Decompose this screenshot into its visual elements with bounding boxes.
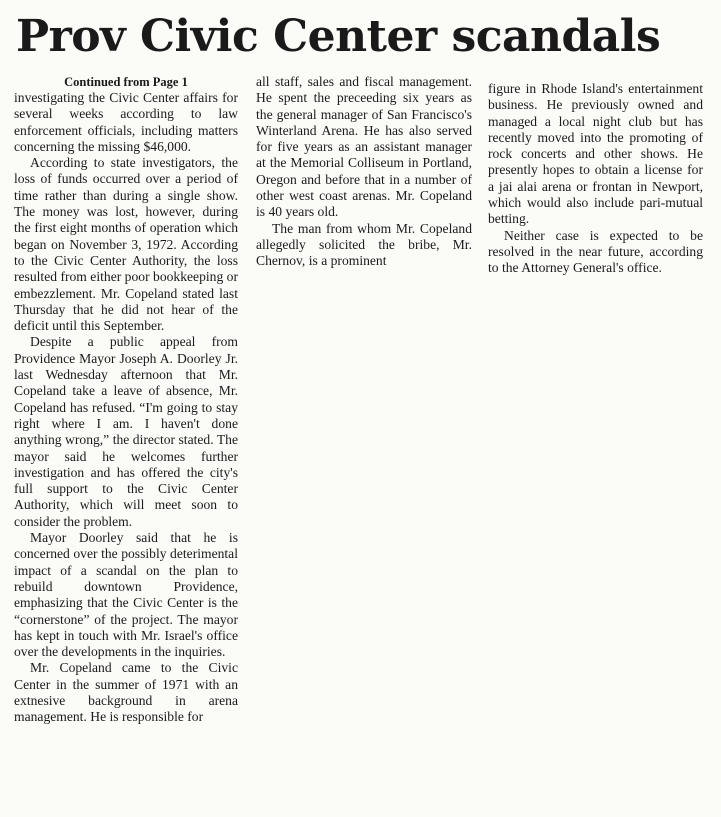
paragraph: The man from whom Mr. Copeland allegedly solicited the bribe, Mr. Chernov, is a prominent	[256, 220, 472, 269]
article-column-1	[14, 74, 238, 726]
paragraph: Neither case is expected to be resolved in the near future, according to the Attorney General's office.	[488, 227, 703, 276]
article-column-2	[256, 74, 472, 270]
paragraph: According to state investigators, the loss of funds occurred over a period of time rather than during a single show. The money was lost, however, during the first eight months of operation which began on November 3, 1972. According to the Civic Center Authority, the loss resulted from either poor bookkeeping or embezzlement. Mr. Copeland stated last Thursday that he did not hear of the deficit until this September.	[14, 155, 238, 334]
paragraph: Mr. Copeland came to the Civic Center in the summer of 1971 with an extnesive background in arena management. He is responsible for	[14, 660, 238, 725]
article-column-3	[488, 81, 703, 277]
headline: Prov Civic Center scandals	[16, 11, 661, 62]
paragraph: Mayor Doorley said that he is concerned over the possibly deterimental impact of a scandal on the plan to rebuild downtown Providence, emphasizing that the Civic Center is the “cornerstone” of the project. The mayor has kept in touch with Mr. Israel's office over the developments in the inquiries.	[14, 530, 238, 660]
paragraph: investigating the Civic Center affairs for several weeks according to law enforcement officials, including matters concerning the missing $46,000.	[14, 90, 238, 154]
continued-from-label: Continued from Page 1	[64, 75, 188, 89]
paragraph: all staff, sales and fiscal management. He spent the preceeding six years as the general manager of San Francisco's Winterland Arena. He has also served for five years as an assistant manager at the Memorial Colliseum in Portland, Oregon and before that in a number of other west coast arenas. Mr. Copeland is 40 years old.	[256, 74, 472, 220]
paragraph: Despite a public appeal from Providence Mayor Joseph A. Doorley Jr. last Wednesday afternoon that Mr. Copeland take a leave of absence, Mr. Copeland has refused. “I'm going to stay right where I am. I haven't done anything wrong,” the director stated. The mayor said he welcomes further investigation and has offered the city's full support to the Civic Center Authority, which will meet soon to consider the problem.	[14, 334, 238, 529]
paragraph: figure in Rhode Island's entertainment business. He previously owned and managed a local night club but has recently moved into the promoting of rock concerts and other shows. He presently hopes to obtain a license for a jai alai arena or frontan in Newport, which would also include pari-mutual betting.	[488, 81, 703, 227]
